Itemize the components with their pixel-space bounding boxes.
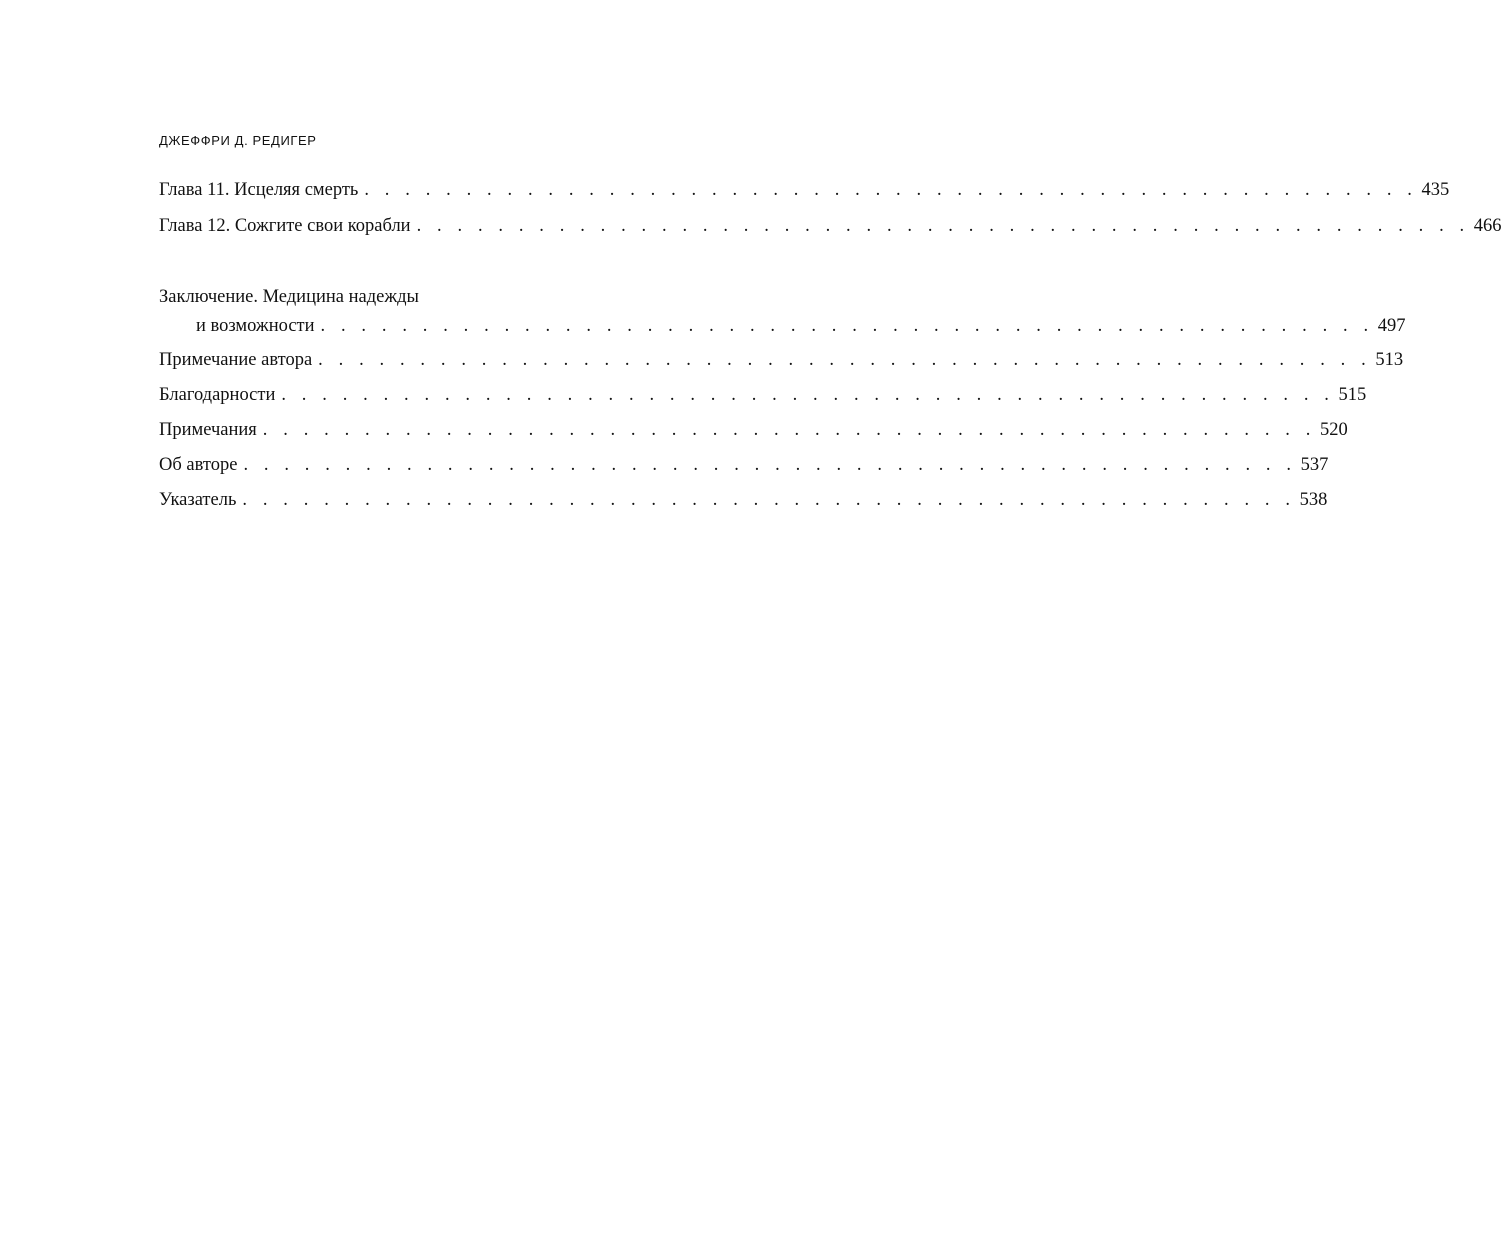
toc-entry	[159, 383, 1367, 407]
running-header: ДЖЕФФРИ Д. РЕДИГЕР	[159, 133, 317, 148]
toc-page-number: 520	[1319, 420, 1348, 440]
toc-leader-dots: . . . . . . . . . . . . . . . . . . . . . . . . . . . . . . . . . . . . . . . . . . . . . . . . . . . .	[281, 385, 1335, 405]
toc-entry-title-line1: Заключение. Медицина надежды	[159, 287, 419, 307]
toc-page-number: 537	[1300, 455, 1329, 475]
toc-leader-dots: . . . . . . . . . . . . . . . . . . . . . . . . . . . . . . . . . . . . . . . . . . . . . . . . . . . .	[416, 216, 1470, 236]
toc-leader-dots: . . . . . . . . . . . . . . . . . . . . . . . . . . . . . . . . . . . . . . . . . . . . . . . . . . . .	[262, 420, 1316, 440]
toc-entry-title: Глава 12. Сожгите свои корабли	[159, 216, 411, 236]
toc-leader-dots: . . . . . . . . . . . . . . . . . . . . . . . . . . . . . . . . . . . . . . . . . . . . . . . . . . . .	[242, 490, 1296, 510]
toc-entry-title: Примечания	[159, 420, 257, 440]
toc-page-number: 497	[1377, 316, 1406, 336]
toc-entry	[159, 348, 1404, 372]
toc-entry-title: Глава 11. Исцеляя смерть	[159, 180, 359, 200]
toc-leader-dots: . . . . . . . . . . . . . . . . . . . . . . . . . . . . . . . . . . . . . . . . . . . . . . . . . . . .	[243, 455, 1297, 475]
toc-entry	[159, 453, 1329, 477]
toc-entry-title: Указатель	[159, 490, 237, 510]
toc-entry-title: Об авторе	[159, 455, 238, 475]
toc-entry	[159, 418, 1348, 442]
toc-page-number: 515	[1338, 385, 1367, 405]
toc-page-number: 435	[1421, 180, 1450, 200]
toc-page-number: 538	[1299, 490, 1328, 510]
toc-entry	[159, 178, 1450, 202]
toc-leader-dots: . . . . . . . . . . . . . . . . . . . . . . . . . . . . . . . . . . . . . . . . . . . . . . . . . . . .	[320, 316, 1374, 336]
toc-entry-title: Благодарности	[159, 385, 276, 405]
toc-entry-title-line2: и возможности	[196, 316, 315, 336]
toc-entry	[159, 488, 1328, 512]
toc-entry	[159, 314, 1406, 338]
toc-entry	[159, 214, 1502, 238]
toc-entry-title: Примечание автора	[159, 350, 313, 370]
toc-page-number: 513	[1375, 350, 1404, 370]
toc-leader-dots: . . . . . . . . . . . . . . . . . . . . . . . . . . . . . . . . . . . . . . . . . . . . . . . . . . . .	[318, 350, 1372, 370]
toc-leader-dots: . . . . . . . . . . . . . . . . . . . . . . . . . . . . . . . . . . . . . . . . . . . . . . . . . . . .	[364, 180, 1418, 200]
toc-page-number: 466	[1473, 216, 1502, 236]
